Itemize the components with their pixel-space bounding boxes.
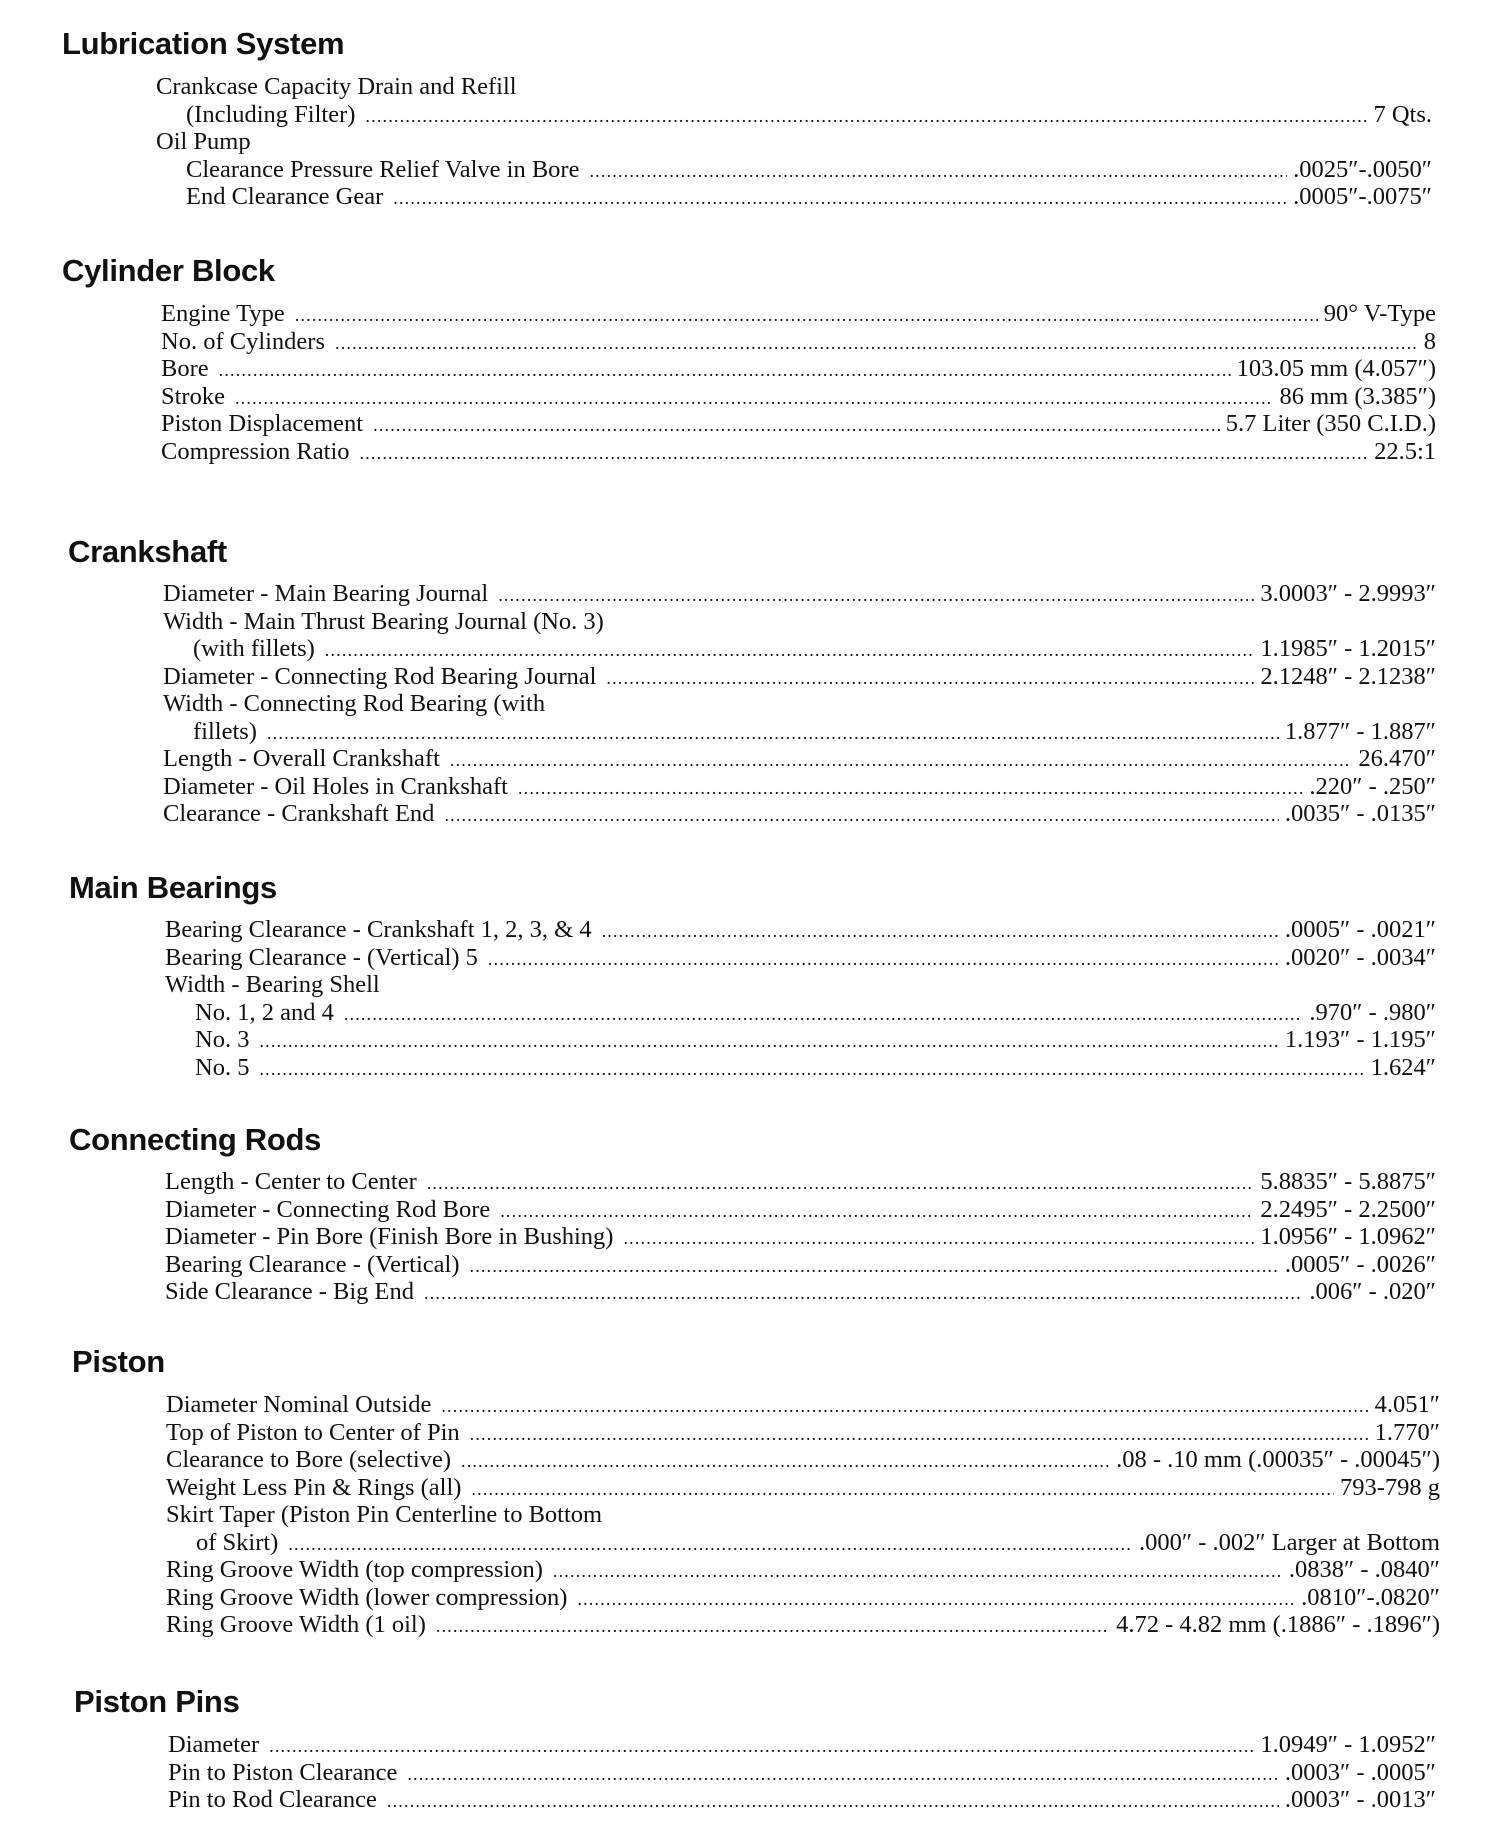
spec-label: Side Clearance - Big End	[165, 1278, 415, 1305]
spec-value: 2.2495″ - 2.2500″	[1260, 1195, 1436, 1223]
spec-label: Diameter	[168, 1731, 260, 1758]
spec-label: Ring Groove Width (1 oil)	[166, 1611, 426, 1638]
dot-leader	[427, 1170, 1255, 1198]
spec-value: 793-798 g	[1339, 1473, 1440, 1501]
spec-label: Clearance to Bore (selective)	[166, 1446, 452, 1473]
spec-label: Diameter - Oil Holes in Crankshaft	[163, 772, 508, 800]
dot-leader	[360, 440, 1369, 468]
dot-leader	[365, 103, 1367, 131]
spec-row	[168, 1759, 1436, 1787]
spec-row	[165, 971, 1436, 999]
spec-value: 7 Qts.	[1373, 100, 1432, 128]
spec-row	[166, 1556, 1440, 1584]
dot-leader	[441, 1393, 1368, 1421]
spec-label: Piston Displacement	[161, 410, 364, 437]
spec-value: .0810″-.0820″	[1301, 1583, 1440, 1611]
spec-value: .0025″-.0050″	[1293, 155, 1432, 183]
spec-value: 1.770″	[1374, 1418, 1440, 1446]
spec-value: .08 - .10 mm (.00035″ - .00045″)	[1116, 1446, 1440, 1473]
spec-value: 1.877″ - 1.887″	[1284, 717, 1436, 745]
spec-row	[168, 1786, 1436, 1814]
spec-list	[168, 1731, 1436, 1814]
spec-value: 22.5:1	[1374, 437, 1436, 465]
spec-value: 4.72 - 4.82 mm (.1886″ - .1896″)	[1116, 1611, 1440, 1638]
spec-row	[161, 438, 1436, 466]
dot-leader	[219, 357, 1231, 385]
spec-row	[166, 1474, 1440, 1502]
spec-row	[156, 183, 1432, 211]
spec-value: 1.0949″ - 1.0952″	[1260, 1731, 1436, 1758]
spec-row	[168, 1731, 1436, 1759]
spec-row	[166, 1446, 1440, 1474]
section-heading: Cylinder Block	[62, 253, 275, 288]
spec-row	[156, 128, 1432, 156]
spec-value: .0003″ - .0013″	[1284, 1786, 1436, 1813]
spec-label: Pin to Rod Clearance	[168, 1786, 377, 1813]
spec-value: .0005″-.0075″	[1293, 183, 1432, 210]
spec-row	[163, 718, 1436, 746]
dot-leader	[335, 330, 1418, 358]
spec-label: Ring Groove Width (top compression)	[166, 1556, 543, 1583]
section-heading: Crankshaft	[68, 534, 227, 569]
spec-value: 5.7 Liter (350 C.I.D.)	[1225, 410, 1436, 437]
spec-row	[165, 1168, 1436, 1196]
spec-value: .0005″ - .0021″	[1284, 916, 1436, 943]
spec-label: fillets)	[193, 717, 257, 745]
dot-leader	[387, 1788, 1279, 1816]
spec-value: .220″ - .250″	[1309, 772, 1436, 800]
spec-value: 3.0003″ - 2.9993″	[1260, 580, 1436, 607]
spec-label: Length - Overall Crankshaft	[163, 745, 440, 772]
spec-row	[156, 156, 1432, 184]
spec-value: 1.624″	[1370, 1053, 1436, 1081]
spec-row	[166, 1529, 1440, 1557]
section-heading: Connecting Rods	[69, 1122, 322, 1157]
spec-label: Skirt Taper (Piston Pin Centerline to Bottom	[166, 1501, 603, 1528]
dot-leader	[267, 720, 1279, 748]
spec-label: Diameter - Main Bearing Journal	[163, 580, 489, 607]
spec-list	[165, 1168, 1436, 1306]
spec-list	[163, 580, 1436, 828]
spec-row	[165, 1223, 1436, 1251]
section-heading: Piston Pins	[74, 1684, 240, 1719]
spec-row	[165, 1278, 1436, 1306]
spec-label: Length - Center to Center	[165, 1168, 417, 1195]
dot-leader	[602, 918, 1279, 946]
dot-leader	[295, 302, 1318, 330]
spec-value: .0005″ - .0026″	[1284, 1250, 1436, 1278]
dot-leader	[461, 1448, 1110, 1476]
spec-value: 1.0956″ - 1.0962″	[1260, 1223, 1436, 1250]
spec-label: Stroke	[161, 382, 225, 410]
spec-value: 5.8835″ - 5.8875″	[1260, 1168, 1436, 1195]
spec-list	[156, 73, 1432, 211]
dot-leader	[259, 1028, 1278, 1056]
spec-value: .0020″ - .0034″	[1284, 943, 1436, 971]
spec-label: Width - Main Thrust Bearing Journal (No. 3)	[163, 607, 604, 635]
spec-row	[163, 580, 1436, 608]
spec-row	[163, 690, 1436, 718]
dot-leader	[407, 1761, 1279, 1789]
spec-label: Bearing Clearance - (Vertical) 5	[165, 943, 478, 971]
spec-row	[163, 663, 1436, 691]
dot-leader	[450, 747, 1353, 775]
spec-label: Bearing Clearance - (Vertical)	[165, 1250, 460, 1278]
dot-leader	[393, 185, 1287, 213]
spec-value: 1.1985″ - 1.2015″	[1260, 635, 1436, 662]
spec-row	[165, 1026, 1436, 1054]
spec-row	[166, 1419, 1440, 1447]
spec-list	[161, 300, 1436, 465]
spec-value: .0003″ - .0005″	[1284, 1758, 1436, 1786]
spec-label: No. of Cylinders	[161, 327, 325, 355]
spec-label: Ring Groove Width (lower compression)	[166, 1583, 568, 1611]
dot-leader	[470, 1253, 1279, 1281]
dot-leader	[470, 1421, 1369, 1449]
spec-value: .0035″ - .0135″	[1284, 800, 1436, 827]
spec-label: Diameter - Pin Bore (Finish Bore in Bushing)	[165, 1223, 614, 1250]
spec-label: Engine Type	[161, 300, 285, 327]
dot-leader	[471, 1476, 1334, 1504]
dot-leader	[498, 582, 1254, 610]
spec-label: Oil Pump	[156, 128, 251, 155]
spec-label: No. 3	[195, 1026, 250, 1053]
spec-label: Weight Less Pin & Rings (all)	[166, 1473, 462, 1501]
spec-row	[161, 355, 1436, 383]
dot-leader	[553, 1558, 1283, 1586]
spec-value: .000″ - .002″ Larger at Bottom	[1139, 1528, 1440, 1556]
spec-row	[163, 635, 1436, 663]
spec-value: 86 mm (3.385″)	[1279, 382, 1436, 410]
spec-row	[165, 944, 1436, 972]
spec-label: Diameter - Connecting Rod Bearing Journal	[163, 662, 597, 690]
dot-leader	[325, 637, 1255, 665]
spec-row	[163, 608, 1436, 636]
section-heading: Piston	[72, 1344, 165, 1379]
section-heading: Lubrication System	[62, 26, 345, 61]
spec-label: Diameter - Connecting Rod Bore	[165, 1195, 491, 1223]
spec-value: .006″ - .020″	[1309, 1278, 1436, 1305]
spec-value: 1.193″ - 1.195″	[1284, 1026, 1436, 1053]
spec-row	[166, 1584, 1440, 1612]
spec-row	[165, 999, 1436, 1027]
spec-label: Clearance Pressure Relief Valve in Bore	[186, 155, 580, 183]
spec-label: No. 5	[195, 1053, 250, 1081]
section-heading: Main Bearings	[69, 870, 277, 905]
spec-row	[163, 745, 1436, 773]
spec-row	[165, 916, 1436, 944]
spec-row	[156, 73, 1432, 101]
spec-label: (with fillets)	[193, 635, 315, 662]
spec-label: Width - Bearing Shell	[165, 971, 380, 998]
spec-list	[166, 1391, 1440, 1639]
spec-value: .0838″ - .0840″	[1288, 1556, 1440, 1583]
dot-leader	[444, 802, 1278, 830]
dot-leader	[488, 946, 1279, 974]
dot-leader	[373, 412, 1220, 440]
spec-row	[166, 1391, 1440, 1419]
spec-row	[166, 1611, 1440, 1639]
spec-label: No. 1, 2 and 4	[195, 998, 334, 1026]
spec-value: 26.470″	[1358, 745, 1436, 772]
dot-leader	[288, 1531, 1133, 1559]
spec-row	[161, 410, 1436, 438]
dot-leader	[436, 1613, 1110, 1641]
dot-leader	[259, 1056, 1364, 1084]
spec-label: Width - Connecting Rod Bearing (with	[163, 690, 546, 717]
spec-label: Bearing Clearance - Crankshaft 1, 2, 3, & 4	[165, 916, 592, 943]
spec-row	[161, 328, 1436, 356]
spec-label: Top of Piston to Center of Pin	[166, 1418, 460, 1446]
spec-row	[166, 1501, 1440, 1529]
spec-value: .970″ - .980″	[1309, 998, 1436, 1026]
spec-list	[165, 916, 1436, 1081]
spec-label: Crankcase Capacity Drain and Refill	[156, 73, 517, 100]
spec-label: (Including Filter)	[186, 100, 356, 128]
spec-row	[163, 773, 1436, 801]
spec-label: of Skirt)	[196, 1528, 279, 1556]
dot-leader	[606, 665, 1254, 693]
spec-label: Bore	[161, 355, 209, 382]
dot-leader	[577, 1586, 1295, 1614]
spec-value: 103.05 mm (4.057″)	[1236, 355, 1436, 382]
dot-leader	[344, 1001, 1304, 1029]
spec-value: 4.051″	[1374, 1391, 1440, 1418]
dot-leader	[424, 1280, 1303, 1308]
spec-label: End Clearance Gear	[186, 183, 384, 210]
spec-row	[156, 101, 1432, 129]
dot-leader	[269, 1733, 1254, 1761]
dot-leader	[500, 1198, 1254, 1226]
spec-row	[161, 300, 1436, 328]
dot-leader	[235, 385, 1274, 413]
spec-label: Compression Ratio	[161, 437, 350, 465]
spec-value: 8	[1423, 327, 1436, 355]
spec-value: 90° V-Type	[1323, 300, 1436, 327]
spec-row	[165, 1251, 1436, 1279]
dot-leader	[589, 158, 1287, 186]
dot-leader	[518, 775, 1303, 803]
spec-row	[163, 800, 1436, 828]
spec-row	[165, 1054, 1436, 1082]
dot-leader	[623, 1225, 1254, 1253]
spec-label: Diameter Nominal Outside	[166, 1391, 432, 1418]
spec-label: Pin to Piston Clearance	[168, 1758, 398, 1786]
spec-value: 2.1248″ - 2.1238″	[1260, 662, 1436, 690]
spec-row	[165, 1196, 1436, 1224]
spec-label: Clearance - Crankshaft End	[163, 800, 435, 827]
spec-row	[161, 383, 1436, 411]
